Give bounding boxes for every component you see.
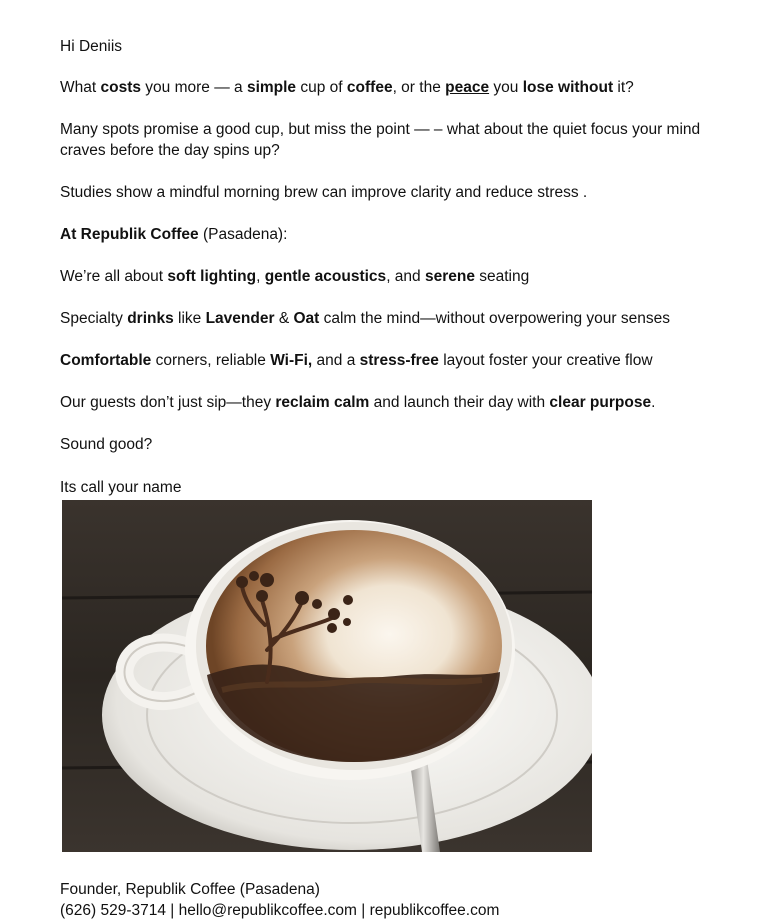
text-run: Our guests don’t just sip—they <box>60 394 276 411</box>
paragraph <box>60 266 728 287</box>
paragraph-line: Many spots promise a good cup, but miss the point — – what about the quiet focus your mind <box>60 121 701 138</box>
tree-foliage <box>328 608 340 620</box>
emphasis: coffee <box>346 79 393 96</box>
paragraph-line: craves before the day spins up? <box>60 142 280 159</box>
text-run: , and <box>386 268 425 285</box>
text-run: . <box>651 394 656 411</box>
tree-foliage <box>295 591 309 605</box>
tree-foliage <box>343 595 353 605</box>
signature: Founder, Republik Coffee (Pasadena) <box>60 881 320 898</box>
contact-info: (626) 529-3714 | hello@republikcoffee.com | republikcoffee.com <box>60 902 500 919</box>
paragraph: Studies show a mindful morning brew can improve clarity and reduce stress . <box>60 184 588 201</box>
tree-foliage <box>327 623 337 633</box>
text-run: (Pasadena): <box>198 226 288 243</box>
emphasis: drinks <box>127 310 174 327</box>
tree-foliage <box>256 590 268 602</box>
text-run: , <box>256 268 265 285</box>
emphasis: soft lighting <box>167 268 257 285</box>
paragraph <box>60 308 728 329</box>
underlined-emphasis: peace <box>445 79 490 96</box>
text-run: layout foster your creative flow <box>438 352 653 369</box>
text-run: and launch their day with <box>369 394 550 411</box>
paragraph: Sound good? <box>60 436 153 453</box>
text-run: like <box>173 310 206 327</box>
text-run: corners, reliable <box>151 352 271 369</box>
text-run: you <box>489 79 523 96</box>
emphasis: At Republik Coffee <box>60 226 199 243</box>
emphasis: Oat <box>293 310 320 327</box>
text-run: , or the <box>392 79 446 96</box>
text-run: We’re all about <box>60 268 168 285</box>
emphasis: gentle acoustics <box>264 268 387 285</box>
emphasis: Comfortable <box>60 352 152 369</box>
emphasis: simple <box>246 79 297 96</box>
emphasis: lose without <box>522 79 614 96</box>
text-run: & <box>274 310 294 327</box>
greeting: Hi Deniis <box>60 38 123 55</box>
tree-foliage <box>343 618 351 626</box>
emphasis: stress-free <box>359 352 439 369</box>
text-run: cup of <box>296 79 347 96</box>
paragraph <box>60 350 728 371</box>
emphasis: serene <box>424 268 475 285</box>
tree-foliage <box>312 599 322 609</box>
location-heading <box>60 224 728 245</box>
paragraph: Its call your name <box>60 479 182 496</box>
emphasis: costs <box>100 79 141 96</box>
text-run: you more — a <box>140 79 247 96</box>
opening-question <box>60 77 728 98</box>
emphasis: Lavender <box>205 310 275 327</box>
text-run: and a <box>312 352 360 369</box>
text-run: calm the mind—without overpowering your senses <box>319 310 670 327</box>
emphasis: clear purpose <box>549 394 652 411</box>
latte-art-photo <box>62 500 592 852</box>
tree-foliage <box>260 573 274 587</box>
paragraph <box>60 392 728 413</box>
text-run: it? <box>613 79 634 96</box>
text-run: Specialty <box>60 310 128 327</box>
emphasis: Wi-Fi, <box>270 352 313 369</box>
tree-foliage <box>249 571 259 581</box>
tree-foliage <box>236 576 248 588</box>
text-run: What <box>60 79 101 96</box>
emphasis: reclaim calm <box>275 394 370 411</box>
text-run: seating <box>474 268 530 285</box>
